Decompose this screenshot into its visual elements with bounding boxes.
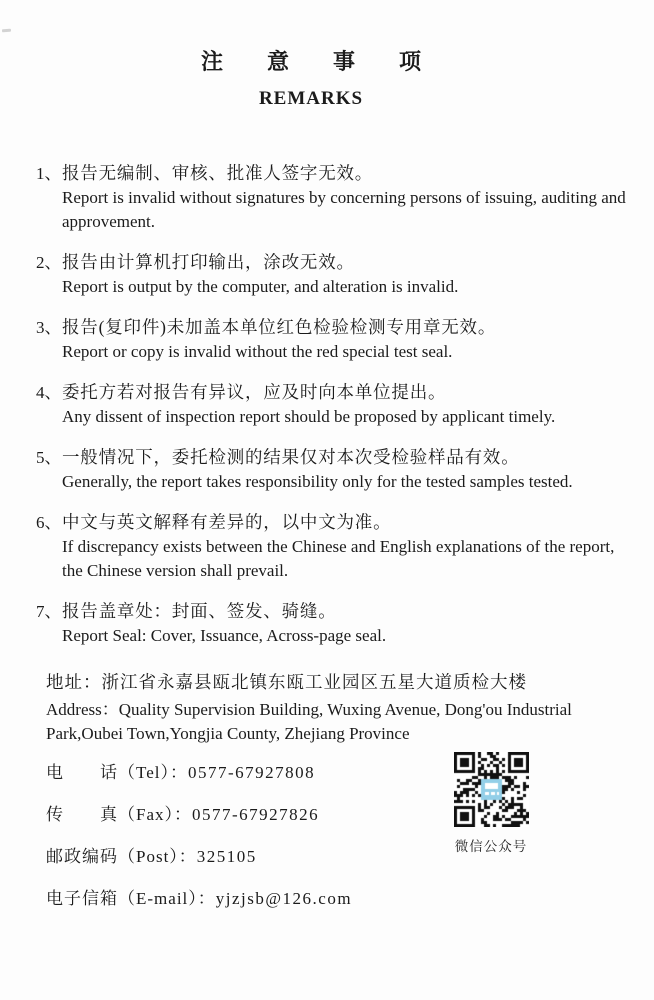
remark-number: 6、	[36, 513, 62, 532]
contact-value-tel: 0577-67927808	[187, 763, 316, 782]
contact-value-email: yjzjsb@126.com	[215, 889, 353, 908]
remark-text-en: Generally, the report takes responsibility only for the tested samples tested.	[62, 472, 573, 491]
contact-row-fax	[46, 800, 446, 842]
page-title-en: REMARKS	[258, 88, 364, 109]
scan-artifact	[2, 29, 11, 33]
remark-item-3	[36, 316, 636, 364]
remark-text-cn: 报告无编制、审核、批准人签字无效。	[62, 163, 374, 183]
remark-item-6	[36, 511, 636, 583]
remark-text-en: Report is output by the computer, and alteration is invalid.	[62, 277, 459, 296]
qr-caption: 微信公众号	[454, 839, 528, 854]
contact-label: 电子信箱（E-mail）：	[46, 889, 216, 908]
remark-number: 3、	[36, 318, 62, 337]
wechat-qr-block	[450, 752, 532, 855]
contact-row-post	[46, 842, 446, 884]
remark-item-2	[36, 251, 636, 299]
contact-value-post: 325105	[196, 847, 257, 866]
remark-text-en: Any dissent of inspection report should be proposed by applicant timely.	[62, 407, 556, 426]
contact-row-tel	[46, 758, 446, 800]
wechat-qr-code	[454, 752, 529, 827]
contact-row-email	[46, 884, 446, 926]
remark-number: 1、	[36, 164, 62, 183]
address-en: Address：Quality Supervision Building, Wuxing Avenue, Dong'ou Industrial Park,Oubei Town,Yongjia County, Zhejiang Province	[46, 700, 572, 743]
address-cn: 地址：浙江省永嘉县瓯北镇东瓯工业园区五星大道质检大楼	[46, 672, 527, 692]
contacts-block	[46, 758, 446, 926]
contact-label: 电 话（Tel）：	[46, 763, 188, 782]
contact-label: 邮政编码（Post）：	[46, 847, 197, 866]
remark-text-cn: 中文与英文解释有差异的，以中文为准。	[62, 512, 392, 532]
remark-number: 2、	[36, 253, 62, 272]
remark-text-cn: 委托方若对报告有异议，应及时向本单位提出。	[62, 382, 447, 402]
remark-item-1	[36, 162, 636, 234]
remark-number: 4、	[36, 383, 62, 402]
remarks-list	[36, 162, 636, 665]
remark-text-cn: 报告由计算机打印输出，涂改无效。	[62, 252, 355, 272]
page-title-cn: 注意事项	[200, 49, 465, 74]
remark-item-4	[36, 381, 636, 429]
remark-text-cn: 一般情况下，委托检测的结果仅对本次受检验样品有效。	[62, 447, 520, 467]
contact-value-fax: 0577-67927826	[192, 805, 320, 824]
remark-text-cn: 报告盖章处：封面、签发、骑缝。	[62, 601, 337, 621]
remark-number: 5、	[36, 448, 62, 467]
contact-label: 传 真（Fax）：	[46, 805, 192, 824]
address-block	[46, 670, 630, 746]
remark-number: 7、	[36, 602, 62, 621]
remark-text-en: Report Seal: Cover, Issuance, Across-page seal.	[62, 626, 387, 645]
remark-item-5	[36, 446, 636, 494]
remark-text-en: Report or copy is invalid without the red special test seal.	[62, 342, 453, 361]
remark-item-7	[36, 600, 636, 648]
remark-text-en: Report is invalid without signatures by concerning persons of issuing, auditing and approvement.	[62, 188, 626, 231]
page-header	[0, 48, 622, 110]
remark-text-en: If discrepancy exists between the Chinese and English explanations of the report, the Chinese version shall prevail.	[62, 537, 615, 580]
remark-text-cn: 报告(复印件)未加盖本单位红色检验检测专用章无效。	[62, 317, 497, 337]
